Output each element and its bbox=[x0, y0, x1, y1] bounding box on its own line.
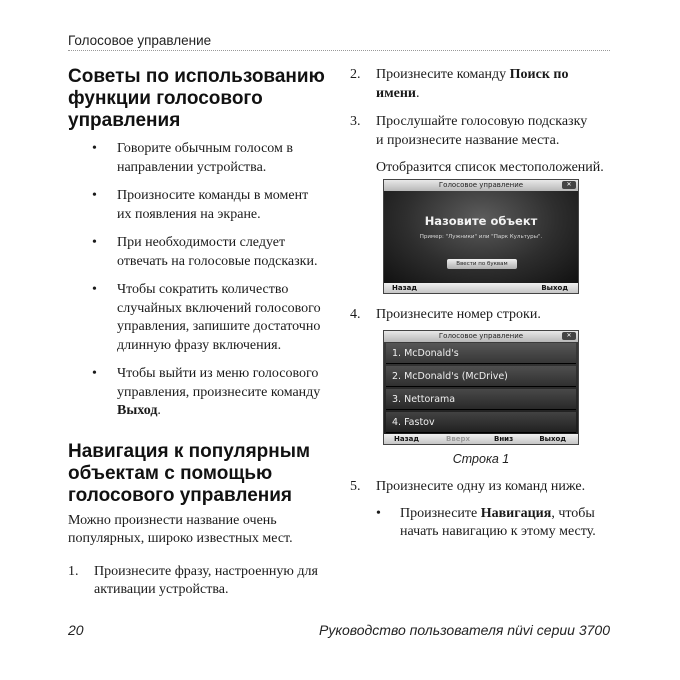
result-row[interactable]: 1. McDonald's bbox=[386, 343, 576, 364]
header-divider bbox=[68, 50, 610, 51]
list-item: • Произносите команды в момент их появления на экране. bbox=[92, 187, 330, 224]
down-button[interactable]: Вниз bbox=[494, 435, 514, 443]
section-heading-tips: Советы по использованию функции голосового управления bbox=[68, 66, 325, 131]
device-screen-results bbox=[383, 330, 579, 445]
step-1: 1. Произнесите фразу, настроенную для активации устройства. bbox=[68, 563, 318, 597]
list-item: • Говорите обычным голосом в направлении устройства. bbox=[92, 140, 330, 177]
screen-hint: Пример: "Лужники" или "Парк Культуры". bbox=[419, 234, 543, 240]
close-icon[interactable]: ✕ bbox=[562, 181, 576, 189]
figure-caption: Строка 1 bbox=[452, 452, 510, 466]
step-3: 3. Прослушайте голосовую подсказку и произнесите название места. Отобразится список местоположений. bbox=[350, 114, 604, 175]
tips-list bbox=[68, 140, 330, 421]
screen-bottom-bar bbox=[384, 283, 578, 293]
intro-paragraph: Можно произнести название очень популярных, широко известных мест. bbox=[68, 512, 293, 546]
device-screen-name-object bbox=[383, 179, 579, 294]
step-2: 2. Произнесите команду Поиск по имени. bbox=[350, 67, 569, 101]
spell-button[interactable]: Ввести по буквам bbox=[447, 259, 517, 269]
back-button[interactable]: Назад bbox=[394, 435, 420, 443]
screen-heading: Назовите объект bbox=[424, 214, 538, 228]
exit-button[interactable]: Выход bbox=[539, 435, 566, 443]
step-4: 4. Произнесите номер строки. bbox=[350, 307, 541, 322]
back-button[interactable]: Назад bbox=[392, 284, 418, 292]
steps-list-left bbox=[68, 563, 330, 600]
page-number: 20 bbox=[68, 622, 84, 638]
sub-list bbox=[350, 505, 612, 542]
section-heading-navigation: Навигация к популярным объектам с помощью голосового управления bbox=[68, 440, 311, 506]
running-head: Голосовое управление bbox=[68, 33, 212, 48]
screen-title-bar: Голосовое управление ✕ bbox=[384, 180, 578, 191]
footer-title: Руководство пользователя nüvi серии 3700 bbox=[319, 622, 610, 638]
list-item: • Произнесите Навигация, чтобы начать навигацию к этому месту. bbox=[376, 505, 612, 542]
screen-bottom-bar bbox=[384, 434, 578, 444]
list-item: • Чтобы сократить количество случайных включений голосового управления, запишите достаточно длинную фразу включения. bbox=[92, 281, 330, 355]
steps-list-right bbox=[350, 66, 612, 178]
close-icon[interactable]: ✕ bbox=[562, 332, 576, 340]
list-item: • Чтобы выйти из меню голосового управления, произнесите команду Выход. bbox=[92, 365, 330, 421]
result-row[interactable]: 4. Fastov bbox=[386, 412, 576, 433]
left-column bbox=[68, 66, 330, 600]
list-item: • При необходимости следует отвечать на голосовые подсказки. bbox=[92, 234, 330, 271]
exit-button[interactable]: Выход bbox=[541, 284, 568, 292]
up-button[interactable]: Вверх bbox=[446, 435, 471, 443]
step-5: 5. Произнесите одну из команд ниже. • Произнесите Навигация, чтобы начать навигацию к этому месту. bbox=[350, 478, 612, 542]
screen-body bbox=[384, 191, 578, 283]
screen-title-bar: Голосовое управление ✕ bbox=[384, 331, 578, 342]
right-column bbox=[350, 66, 612, 178]
result-row[interactable]: 3. Nettorama bbox=[386, 389, 576, 410]
screen-body bbox=[384, 342, 578, 434]
result-row[interactable]: 2. McDonald's (McDrive) bbox=[386, 366, 576, 387]
